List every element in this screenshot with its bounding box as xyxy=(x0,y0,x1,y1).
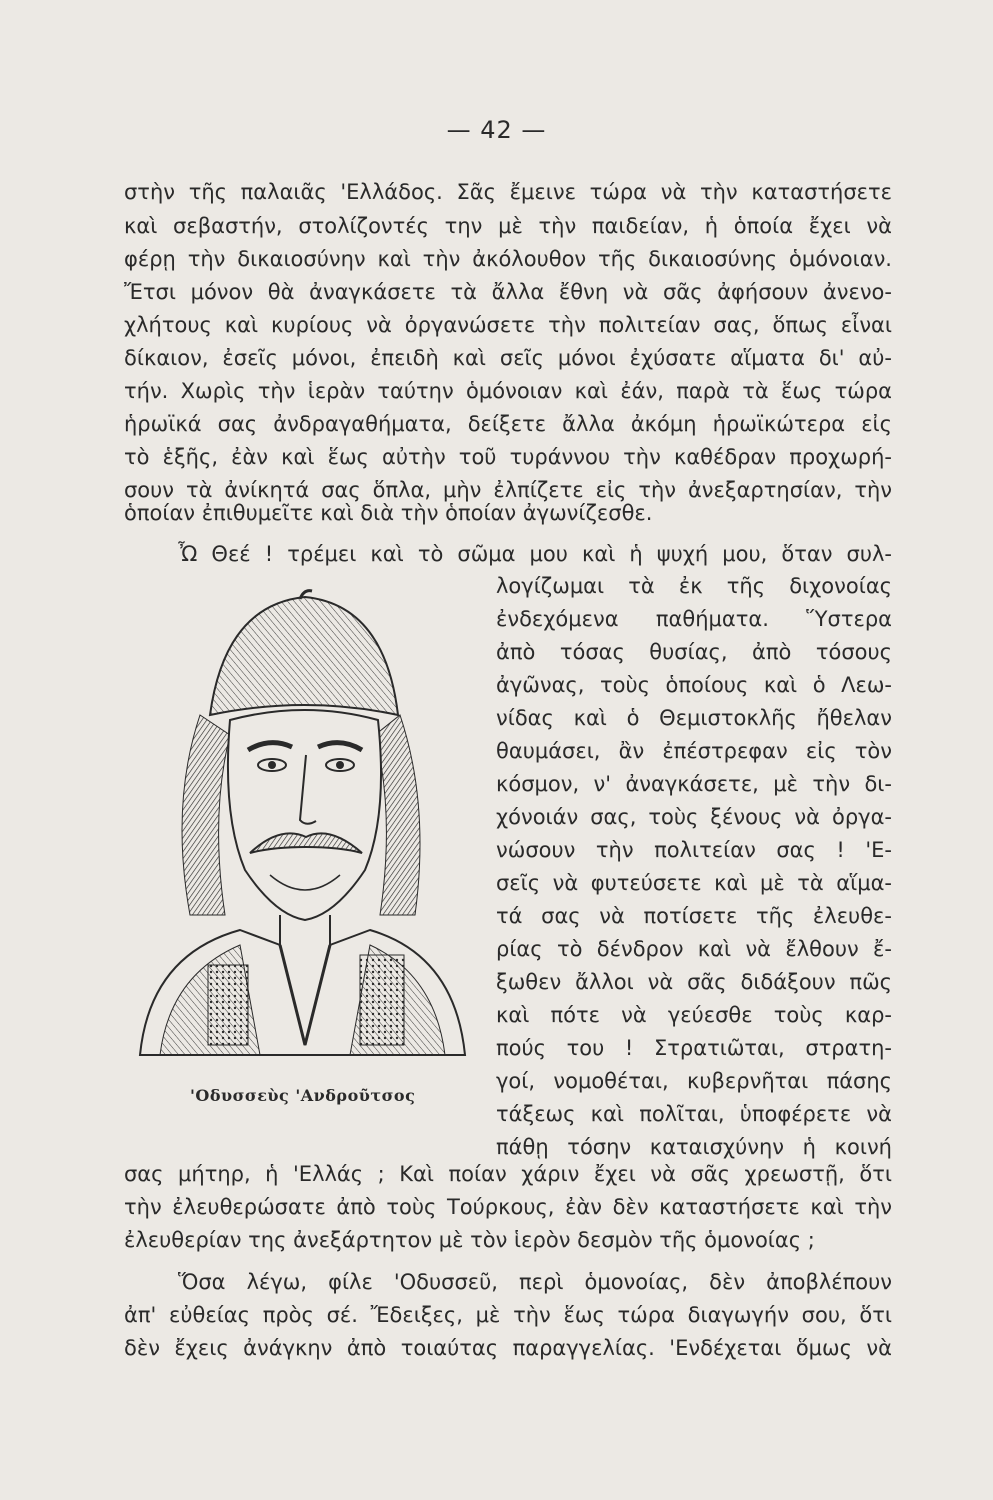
text-line: καὶ σεβαστήν, στολίζοντές την μὲ τὴν παιδείαν, ἡ ὁποία ἔχει νὰ xyxy=(124,214,892,238)
text-line: δὲν ἔχεις ἀνάγκην ἀπὸ τοιαύτας παραγγελίας. 'Ενδέχεται ὅμως νὰ xyxy=(124,1336,892,1360)
text-line: ἀγῶνας, τοὺς ὁποίους καὶ ὁ Λεω- xyxy=(496,673,892,697)
text-line: Ὦ Θεέ ! τρέμει καὶ τὸ σῶμα μου καὶ ἡ ψυχή μου, ὅταν συλ- xyxy=(178,542,892,566)
text-line: χόνοιάν σας, τοὺς ξένους νὰ ὀργα- xyxy=(496,805,892,829)
text-line: ὁποίαν ἐπιθυμεῖτε καὶ διὰ τὴν ὁποίαν ἀγωνίζεσθε. xyxy=(124,501,653,525)
text-line: σας μήτηρ, ἡ 'Ελλάς ; Καὶ ποίαν χάριν ἔχει νὰ σᾶς χρεωστῇ, ὅτι xyxy=(124,1162,892,1186)
text-line: Ἔτσι μόνον θὰ ἀναγκάσετε τὰ ἄλλα ἔθνη νὰ σᾶς ἀφήσουν ἀνενο- xyxy=(124,280,892,304)
text-line: σουν τὰ ἀνίκητά σας ὅπλα, μὴν ἐλπίζετε εἰς τὴν ἀνεξαρτησίαν, τὴν xyxy=(124,478,892,502)
text-line: πούς του ! Στρατιῶται, στρατη- xyxy=(496,1036,892,1060)
text-line: σεῖς νὰ φυτεύσετε καὶ μὲ τὰ αἵμα- xyxy=(496,871,892,895)
text-line: δίκαιον, ἐσεῖς μόνοι, ἐπειδὴ καὶ σεῖς μόνοι ἐχύσατε αἵματα δι' αὐ- xyxy=(124,346,892,370)
text-line: ἀπ' εὐθείας πρὸς σέ. Ἔδειξες, μὲ τὴν ἕως τώρα διαγωγήν σου, ὅτι xyxy=(124,1303,892,1327)
page-number: — 42 — xyxy=(446,116,547,144)
text-line: ἐνδεχόμενα παθήματα. Ὕστερα xyxy=(496,607,892,631)
text-line: θαυμάσει, ἂν ἐπέστρεφαν εἰς τὸν xyxy=(496,739,892,763)
text-line: καὶ πότε νὰ γεύεσθε τοὺς καρ- xyxy=(496,1003,892,1027)
text-line: φέρῃ τὴν δικαιοσύνην καὶ τὴν ἀκόλουθον τῆς δικαιοσύνης ὁμόνοιαν. xyxy=(124,247,892,271)
text-line: γοί, νομοθέται, κυβερνῆται πάσης xyxy=(496,1069,892,1093)
text-line: τὴν ἐλευθερώσατε ἀπὸ τοὺς Τούρκους, ἐὰν δὲν καταστήσετε καὶ τὴν xyxy=(124,1195,892,1219)
portrait-caption: 'Οδυσσεὺς 'Ανδροῦτσος xyxy=(190,1086,416,1105)
text-line: ξωθεν ἄλλοι νὰ σᾶς διδάξουν πῶς xyxy=(496,970,892,994)
text-line: τάξεως καὶ πολῖται, ὑποφέρετε νὰ xyxy=(496,1102,892,1126)
portrait-illustration xyxy=(130,585,475,1065)
text-line: τήν. Χωρὶς τὴν ἱερὰν ταύτην ὁμόνοιαν καὶ ἐάν, παρὰ τὰ ἕως τώρα xyxy=(124,379,892,403)
text-line: στὴν τῆς παλαιᾶς 'Ελλάδος. Σᾶς ἔμεινε τώρα νὰ τὴν καταστήσετε xyxy=(124,180,892,204)
text-line: νίδας καὶ ὁ Θεμιστοκλῆς ἤθελαν xyxy=(496,706,892,730)
text-line: ἡρωϊκά σας ἀνδραγαθήματα, δείξετε ἄλλα ἀκόμη ἡρωϊκώτερα εἰς xyxy=(124,412,892,436)
text-line: τὸ ἑξῆς, ἐὰν καὶ ἕως αὐτὴν τοῦ τυράννου τὴν καθέδραν προχωρή- xyxy=(124,445,892,469)
text-line: ἐλευθερίαν της ἀνεξάρτητον μὲ τὸν ἱερὸν δεσμὸν τῆς ὁμονοίας ; xyxy=(124,1228,815,1252)
text-line: ρίας τὸ δένδρον καὶ νὰ ἔλθουν ἔ- xyxy=(496,937,892,961)
text-line: τά σας νὰ ποτίσετε τῆς ἐλευθε- xyxy=(496,904,892,928)
text-line: λογίζωμαι τὰ ἐκ τῆς διχονοίας xyxy=(496,574,892,598)
text-line: πάθῃ τόσην καταισχύνην ἡ κοινή xyxy=(496,1135,892,1159)
text-line: χλήτους καὶ κυρίους νὰ ὀργανώσετε τὴν πολιτείαν σας, ὅπως εἶναι xyxy=(124,313,892,337)
text-line: Ὅσα λέγω, φίλε 'Οδυσσεῦ, περὶ ὁμονοίας, δὲν ἀποβλέπουν xyxy=(178,1270,892,1294)
text-line: κόσμον, ν' ἀναγκάσετε, μὲ τὴν δι- xyxy=(496,772,892,796)
text-line: ἀπὸ τόσας θυσίας, ἀπὸ τόσους xyxy=(496,640,892,664)
text-line: νώσουν τὴν πολιτείαν σας ! 'Ε- xyxy=(496,838,892,862)
